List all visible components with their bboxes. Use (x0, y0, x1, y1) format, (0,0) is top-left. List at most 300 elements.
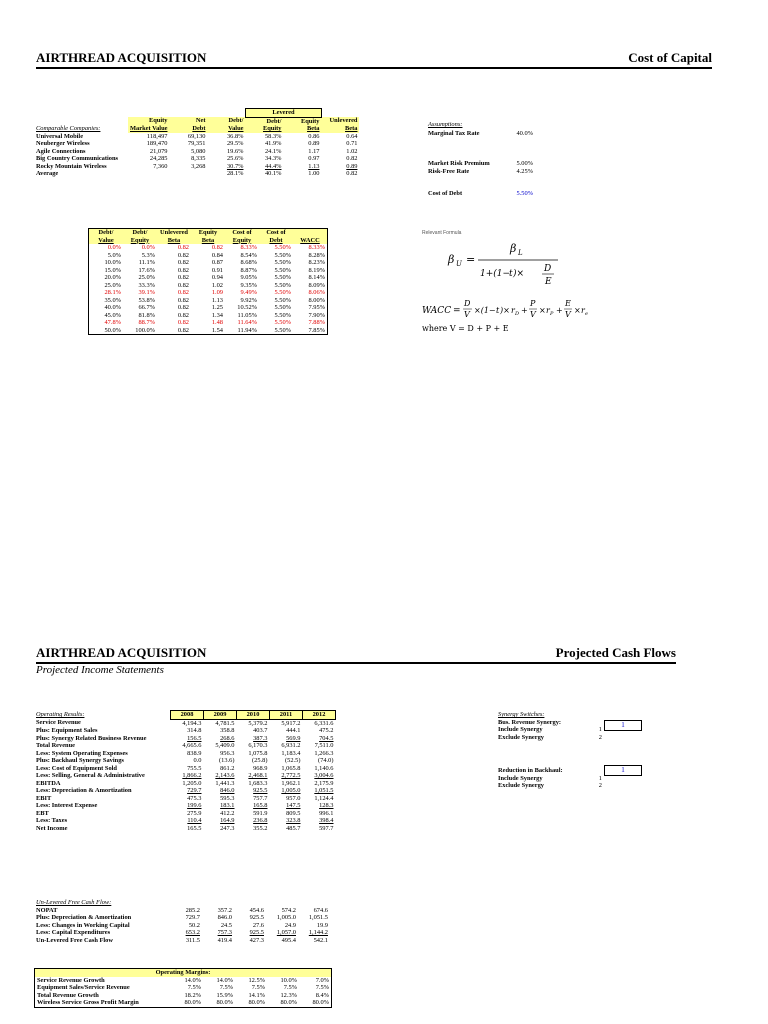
svg-text:L: L (518, 249, 523, 257)
table-cell: 5.50% (274, 296, 291, 304)
table-cell: 1.48 (211, 319, 223, 326)
synergy-label: Bus. Revenue Synergy: (498, 718, 562, 726)
table-cell: 30.7% (226, 162, 244, 170)
operating-results-caption: Operating Results: (36, 711, 85, 718)
row-label: Less: Selling, General & Administrative (36, 772, 145, 779)
synergy-option (498, 767, 602, 775)
table-row (35, 999, 332, 1007)
table-cell: 10.0% (280, 976, 297, 984)
table-cell: 53.8% (138, 296, 155, 304)
svg-text:+: + (521, 306, 528, 315)
table-cell: 25.0% (104, 281, 121, 289)
svg-text:t: t (496, 306, 500, 315)
table-cell: 4,194.3 (182, 719, 202, 727)
table-cell: 8.06% (308, 289, 325, 296)
wacc-header: Beta (201, 236, 215, 244)
table-cell: 0.82 (177, 304, 189, 311)
table-cell: (25.8) (252, 757, 268, 764)
comps-header: Value (207, 125, 245, 133)
row-label: Less: System Operating Expenses (36, 749, 128, 757)
table-cell: 5.0% (107, 251, 121, 259)
table-cell: 9.49% (240, 289, 257, 296)
wacc-header: Debt (269, 236, 283, 244)
table-cell: 14.1% (248, 991, 265, 999)
row-label: EBITDA (36, 779, 61, 787)
wacc-header (293, 229, 328, 237)
table-cell: 1,065.8 (281, 764, 301, 772)
table-cell: 1,057.0 (276, 929, 296, 936)
cash-flow-title-left: AIRTHREAD ACQUISITION (36, 645, 207, 660)
wacc-header: Beta (167, 236, 181, 244)
table-cell: 0.0% (107, 244, 121, 251)
svg-text:P: P (530, 299, 536, 308)
table-row (89, 252, 328, 260)
table-cell: 36.8% (226, 132, 244, 140)
table-cell: 1,075.8 (248, 749, 268, 757)
table-cell: 7.85% (308, 326, 325, 334)
table-cell: 7.5% (251, 984, 265, 991)
table-cell: 412.2 (220, 809, 235, 817)
table-cell: 1,866.2 (182, 772, 202, 779)
table-cell: 403.7 (253, 727, 268, 734)
wacc-header: Cost of (266, 229, 286, 236)
table-cell: 69,130 (187, 132, 206, 140)
table-cell: 1.17 (308, 147, 320, 155)
table-cell: 79,351 (187, 140, 206, 147)
assumption-value: 40.0% (516, 129, 533, 137)
table-cell: 755.5 (187, 764, 202, 772)
table-row (34, 810, 336, 818)
comps-header: Debt/ (207, 117, 245, 125)
synergy-label: Include Synergy (498, 726, 543, 733)
table-cell: 7.5% (219, 984, 233, 991)
year-header: 2010 (237, 711, 270, 720)
table-cell: 8.87% (240, 266, 257, 274)
backhaul-switches (498, 767, 608, 790)
table-cell: 199.6 (187, 802, 202, 809)
table-cell: 45.0% (104, 311, 121, 319)
table-cell: 189,470 (146, 140, 168, 147)
assumption-row (428, 168, 533, 176)
synergy-label: Include Synergy (498, 774, 543, 782)
table-cell: 5.50% (274, 289, 291, 296)
formula-caption: Relevant Formula (422, 230, 462, 236)
table-cell: 183.1 (220, 802, 235, 809)
table-cell: 925.5 (253, 787, 268, 794)
table-cell (169, 170, 207, 178)
assumption-label: Cost of Debt (428, 190, 463, 197)
table-cell: 88.7% (138, 319, 155, 326)
comps-header: Net (169, 117, 207, 125)
table-row (34, 757, 336, 765)
table-cell: 0.82 (177, 274, 189, 281)
table-cell: 165.8 (253, 802, 268, 809)
svg-text:t: t (509, 269, 513, 279)
operating-margins-table (34, 968, 332, 1008)
svg-text:U: U (456, 260, 462, 268)
svg-text:D: D (464, 299, 471, 308)
table-cell: 15.9% (216, 991, 233, 999)
table-cell: 355.2 (253, 824, 268, 832)
company-name: Big Country Communications (36, 155, 119, 162)
comps-header: Debt (169, 125, 207, 133)
header-rule (36, 67, 712, 69)
table-cell: 0.82 (177, 326, 189, 334)
company-name: Neuberger Wireless (36, 140, 90, 147)
table-cell: 729.7 (185, 914, 200, 921)
table-row (34, 914, 330, 922)
table-cell: (52.5) (285, 757, 301, 764)
table-cell: 24,285 (149, 155, 168, 162)
table-cell: (74.0) (318, 757, 334, 764)
page-title-left: AIRTHREAD ACQUISITION (36, 50, 207, 65)
table-row (34, 140, 359, 148)
table-row (34, 937, 330, 945)
svg-text:V: V (565, 310, 571, 319)
wacc-header: Equity (198, 229, 218, 236)
table-cell: 1.13 (211, 296, 223, 304)
table-cell: 0.82 (177, 251, 189, 259)
table-cell: 729.7 (187, 787, 202, 794)
comps-header: Market Value (130, 125, 168, 132)
row-label: Service Revenue Growth (37, 976, 105, 984)
table-cell: 387.3 (253, 734, 268, 742)
synergy-option (498, 782, 602, 790)
table-row (89, 312, 328, 320)
table-cell: 1.09 (211, 289, 223, 296)
formula-where: where V = D + P + E (422, 324, 509, 333)
comps-header: Beta (283, 125, 321, 133)
table-cell: 0.94 (211, 274, 223, 281)
table-cell: 8.68% (240, 259, 257, 266)
wacc-header: Unlevered (160, 229, 188, 236)
table-cell: 19.9 (316, 921, 328, 929)
row-label: Plus: Backhaul Synergy Savings (36, 757, 124, 764)
table-cell: 8,335 (191, 155, 206, 162)
row-label: Less: Capital Expenditures (36, 929, 111, 936)
table-cell: 0.86 (308, 132, 320, 140)
table-cell: 591.9 (253, 809, 268, 817)
table-row (89, 327, 328, 335)
svg-text:+: + (556, 306, 563, 315)
svg-text:D: D (515, 311, 520, 317)
page-title-right: Cost of Capital (628, 50, 712, 65)
comparable-companies-table (34, 108, 359, 178)
assumption-label: Marginal Tax Rate (428, 129, 480, 137)
table-row (34, 825, 336, 833)
table-cell: 542.1 (313, 936, 328, 944)
table-row (34, 750, 336, 758)
table-cell: 0.82 (211, 244, 223, 251)
table-cell: 1,683.3 (248, 779, 268, 787)
table-cell: 11.64% (237, 319, 257, 326)
synergy-number: 1 (598, 726, 602, 733)
table-cell: 24.9 (284, 921, 296, 929)
table-cell: 704.5 (319, 734, 334, 742)
table-cell: 0.82 (177, 289, 189, 296)
assumption-row (428, 190, 533, 198)
table-cell: 8.33% (240, 244, 257, 251)
table-cell: 311.5 (185, 936, 200, 944)
table-cell: 0.0 (193, 757, 202, 764)
table-cell: 66.7% (138, 304, 155, 311)
table-cell: 0.82 (177, 281, 189, 289)
table-cell: 8.28% (308, 251, 325, 259)
table-cell: 5,917.2 (281, 719, 301, 727)
table-row (34, 719, 336, 727)
table-cell: 10.0% (104, 259, 121, 266)
assumptions-caption: Assumptions: (428, 121, 463, 128)
table-cell: 8.19% (308, 266, 325, 274)
svg-text:V: V (464, 310, 470, 319)
table-cell: 0.82 (346, 155, 358, 162)
table-cell: 0.87 (211, 259, 223, 266)
table-cell: 100.0% (135, 326, 155, 334)
table-cell: 0.82 (177, 319, 189, 326)
year-header: 2009 (204, 711, 237, 720)
synergy-caption: Synergy Switches: (498, 711, 545, 718)
table-cell: 1,051.5 (308, 914, 328, 921)
row-label: Service Revenue (36, 719, 81, 727)
table-cell: 5.50% (274, 259, 291, 266)
table-cell: 323.8 (286, 817, 301, 824)
unlevered-beta-formula (446, 240, 606, 290)
table-cell: 7,511.0 (314, 742, 334, 749)
table-row (34, 170, 359, 178)
table-cell: 1.13 (308, 162, 320, 170)
table-cell: 1,441.3 (215, 779, 235, 787)
table-cell: 8.23% (308, 259, 325, 266)
table-cell: 33.3% (138, 281, 155, 289)
svg-text:V: V (530, 310, 536, 319)
synergy-option (498, 775, 602, 783)
synergy-number: 2 (598, 782, 602, 789)
table-cell: 0.84 (211, 251, 223, 259)
fcf-caption: Un-Levered Free Cash Flow: (36, 899, 112, 906)
table-cell: 24.1% (264, 147, 282, 155)
table-cell: 29.5% (226, 140, 244, 147)
table-cell: 1.25 (211, 304, 223, 311)
assumption-value: 5.50% (516, 190, 533, 197)
svg-text:)×: )× (500, 306, 510, 315)
table-cell: 7.5% (283, 984, 297, 991)
table-cell: 485.7 (286, 824, 301, 832)
wacc-table (88, 228, 328, 335)
table-cell: 7.5% (187, 984, 201, 991)
comps-header: Equity (283, 117, 321, 125)
table-cell: 925.5 (249, 914, 264, 921)
assumption-value: 5.00% (516, 160, 533, 167)
table-cell: 80.0% (280, 999, 297, 1006)
table-cell: 968.9 (253, 764, 268, 772)
table-cell: 165.5 (187, 824, 202, 832)
assumption-row (428, 160, 533, 168)
table-cell: 40.0% (104, 304, 121, 311)
row-label: Less: Depreciation & Amortization (36, 787, 132, 794)
table-cell: 80.0% (248, 999, 265, 1006)
comps-header: Debt/ (245, 117, 283, 125)
company-name: Average (36, 170, 59, 177)
table-cell: 419.4 (217, 936, 232, 944)
table-cell: 8.54% (240, 251, 257, 259)
table-cell: 41.9% (264, 140, 282, 147)
table-cell: 44.4% (264, 162, 282, 170)
table-row (34, 735, 336, 743)
table-row (89, 274, 328, 282)
table-cell: 1.02 (211, 281, 223, 289)
beta-formula-graphic (446, 240, 606, 290)
table-cell: 597.7 (319, 824, 334, 832)
table-cell: 18.2% (184, 991, 201, 999)
table-cell: 0.89 (308, 140, 320, 147)
wacc-header: Cost of (232, 229, 252, 236)
table-cell: 47.8% (104, 319, 121, 326)
table-cell: 957.0 (286, 794, 301, 802)
table-row (34, 817, 336, 825)
table-cell: 28.1% (104, 289, 121, 296)
table-cell: 427.3 (249, 936, 264, 944)
table-cell: 11.94% (237, 326, 257, 334)
row-label: Net Income (36, 824, 68, 832)
table-cell: 6,170.3 (248, 742, 268, 749)
table-cell: 14.0% (216, 976, 233, 984)
table-cell: 5.50% (274, 244, 291, 251)
table-cell: 17.6% (138, 266, 155, 274)
wacc-header: Debt/ (132, 229, 148, 236)
table-row (89, 297, 328, 305)
row-label: Wireless Service Gross Profit Margin (37, 999, 139, 1006)
row-label: Total Revenue (36, 742, 75, 749)
table-cell: 574.2 (281, 906, 296, 914)
comps-header: Equity (128, 117, 169, 125)
svg-text:WACC: WACC (422, 306, 452, 316)
svg-text:r: r (511, 306, 515, 315)
table-cell: 5.50% (274, 281, 291, 289)
table-cell: 0.82 (346, 170, 358, 177)
table-cell: 0.0% (141, 244, 155, 251)
table-cell: 5.50% (274, 274, 291, 281)
levered-header: Levered (245, 109, 321, 118)
synergy-number: 2 (598, 733, 602, 741)
table-cell: 846.0 (217, 914, 232, 921)
table-cell: 757.7 (253, 794, 268, 802)
synergy-option (498, 726, 602, 734)
table-cell: 0.64 (346, 132, 358, 140)
table-cell: 8.09% (308, 281, 325, 289)
table-cell: 1,140.6 (314, 764, 334, 772)
table-cell: 809.5 (286, 809, 301, 817)
table-cell: 5.50% (274, 251, 291, 259)
table-cell: 1.34 (211, 311, 223, 319)
synergy-option (498, 719, 602, 727)
year-header: 2011 (270, 711, 303, 720)
free-cash-flow-table (34, 899, 330, 944)
table-cell: 8.33% (308, 244, 325, 251)
table-cell: 0.82 (177, 244, 189, 251)
table-cell: 20.0% (104, 274, 121, 281)
table-cell: 12.5% (248, 976, 265, 984)
table-row (34, 907, 330, 915)
table-cell: 81.8% (138, 311, 155, 319)
table-cell: 8.14% (308, 274, 325, 281)
table-row (89, 289, 328, 297)
table-cell: 5.50% (274, 319, 291, 326)
table-row (34, 155, 359, 163)
table-cell: 5.50% (274, 326, 291, 334)
svg-text:E: E (545, 277, 552, 287)
svg-text:β: β (448, 253, 455, 266)
table-cell: 569.9 (286, 734, 301, 742)
wacc-header: Debt/ (98, 229, 114, 236)
table-cell: 247.3 (220, 824, 235, 832)
assumptions-block (428, 121, 538, 198)
table-cell: 14.0% (184, 976, 201, 984)
wacc-formula (420, 296, 610, 326)
wacc-header: Value (98, 236, 114, 244)
table-cell: 21,079 (149, 147, 168, 155)
table-cell (128, 170, 169, 178)
svg-text:r: r (546, 306, 550, 315)
row-label: NOPAT (36, 906, 58, 914)
table-cell: 2,772.5 (281, 772, 301, 779)
table-cell: 5.50% (274, 304, 291, 311)
table-row (34, 727, 336, 735)
table-cell: 1,205.0 (182, 779, 202, 787)
table-cell: 19.6% (226, 147, 244, 155)
row-label: Plus: Synergy Related Business Revenue (36, 734, 147, 742)
table-row (89, 267, 328, 275)
table-cell: 475.2 (319, 727, 334, 734)
table-cell: 28.1% (226, 170, 244, 177)
table-cell: 1,051.5 (314, 787, 334, 794)
header-spacer (34, 117, 128, 125)
wacc-header: WACC (300, 236, 320, 244)
table-cell: 925.5 (249, 929, 264, 936)
table-cell: 34.3% (264, 155, 282, 162)
table-row (34, 742, 336, 750)
table-row (89, 319, 328, 327)
backhaul-synergy-switch[interactable]: 1 (604, 765, 642, 776)
svg-text:=: = (466, 253, 476, 266)
table-cell: 27.6 (252, 921, 264, 929)
row-label: Equipment Sales/Service Revenue (37, 984, 130, 991)
table-row (34, 163, 359, 171)
table-cell: 9.92% (240, 296, 257, 304)
table-cell: 956.3 (220, 749, 235, 757)
table-row (34, 929, 330, 937)
row-label: Un-Levered Free Cash Flow (36, 936, 113, 944)
table-cell: 2,175.9 (314, 779, 334, 787)
table-cell: 1.02 (346, 147, 358, 155)
table-cell: 39.1% (138, 289, 155, 296)
cash-flow-title-right: Projected Cash Flows (555, 645, 676, 660)
table-row (34, 922, 330, 930)
assumption-value: 4.25% (516, 167, 533, 175)
svg-text:)×: )× (513, 269, 525, 279)
revenue-synergy-switch[interactable]: 1 (604, 720, 642, 731)
table-row (35, 977, 332, 985)
table-cell: 674.6 (313, 906, 328, 914)
svg-text:×: × (574, 306, 581, 315)
table-cell: 3,268 (191, 162, 206, 170)
table-cell: 1,005.0 (276, 914, 296, 921)
table-cell: 1,962.1 (281, 779, 301, 787)
table-row (34, 133, 359, 141)
synergy-switches (498, 711, 608, 741)
row-label: Plus: Equipment Sales (36, 727, 98, 734)
table-row (34, 787, 336, 795)
table-cell: 156.5 (187, 734, 202, 742)
